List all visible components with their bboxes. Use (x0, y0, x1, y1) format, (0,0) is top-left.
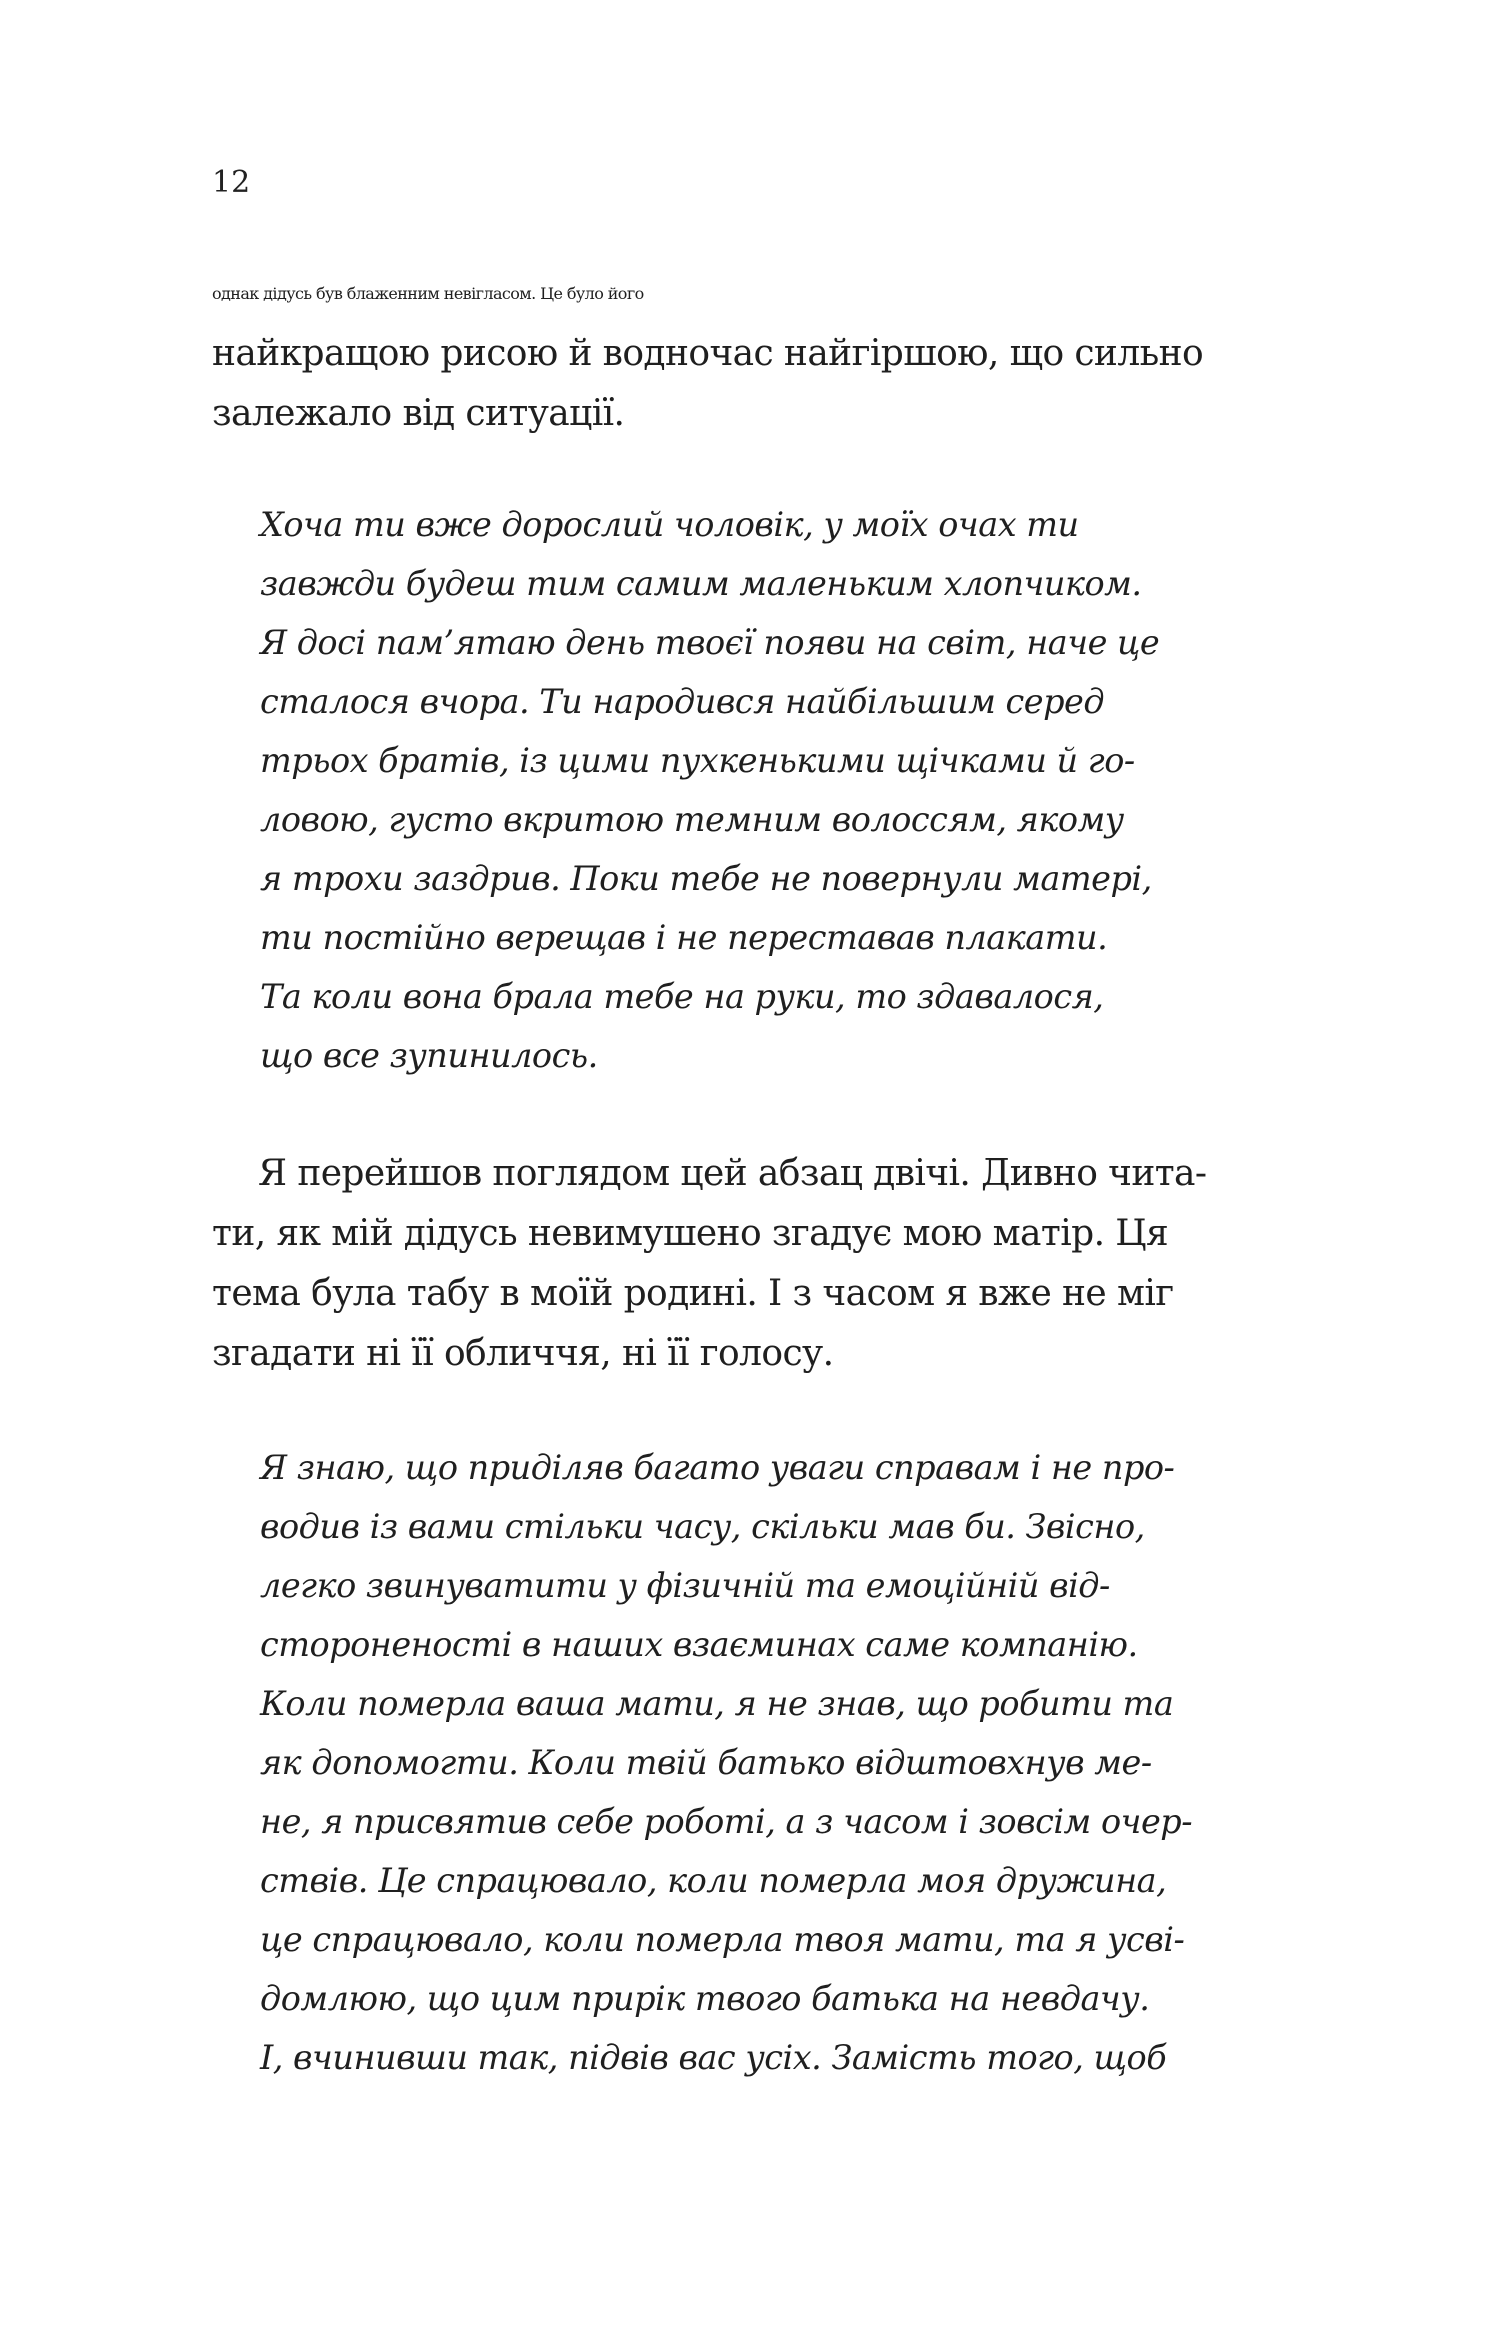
quote-2-line: легко звинуватити у фізичній та емоційній від- (260, 1566, 1110, 1605)
paragraph-2-line: ти, як мій дідусь невимушено згадує мою матір. Ця (212, 1213, 1169, 1254)
quote-1-line: ловою, густо вкритою темним волоссям, якому (260, 800, 1124, 839)
quote-2-line: ствів. Це спрацювало, коли померла моя дружина, (260, 1861, 1167, 1900)
paragraph-1-line: однак дідусь був блаженним невігласом. Це було його (212, 284, 644, 303)
quote-2-line: І, вчинивши так, підвів вас усіх. Замість того, щоб (260, 2038, 1167, 2077)
quote-2-line: Я знаю, що приділяв багато уваги справам і не про- (260, 1448, 1175, 1487)
paragraph-2-line: Я перейшов поглядом цей абзац двічі. Дивно чита- (258, 1153, 1207, 1194)
quote-2-line: не, я присвятив себе роботі, а з часом і зовсім очер- (260, 1802, 1193, 1841)
quote-2-line: домлюю, що цим прирік твого батька на невдачу. (260, 1979, 1150, 2018)
quote-1-line: що все зупинилось. (260, 1036, 598, 1075)
paragraph-1-line: залежало від ситуації. (212, 393, 625, 434)
paragraph-2-line: тема була табу в моїй родині. І з часом я вже не міг (212, 1273, 1174, 1314)
quote-1-line: трьох братів, із цими пухкенькими щічками й го- (260, 741, 1135, 780)
quote-1-line: ти постійно верещав і не переставав плакати. (260, 918, 1108, 957)
quote-2-line: Коли померла ваша мати, я не знав, що робити та (260, 1684, 1174, 1723)
quote-1-line: я трохи заздрив. Поки тебе не повернули матері, (260, 859, 1152, 898)
quote-2-line: водив із вами стільки часу, скільки мав би. Звісно, (260, 1507, 1145, 1546)
quote-1-line: завжди будеш тим самим маленьким хлопчиком. (260, 564, 1142, 603)
quote-2-line: як допомогти. Коли твій батько відштовхнув ме- (260, 1743, 1152, 1782)
quote-1-line: Хоча ти вже дорослий чоловік, у моїх очах ти (260, 505, 1079, 544)
paragraph-1-line: найкращою рисою й водночас найгіршою, що сильно (212, 333, 1204, 374)
quote-1-line: сталося вчора. Ти народився найбільшим серед (260, 682, 1105, 721)
quote-1-line: Я досі пам’ятаю день твоєї появи на світ, наче це (260, 623, 1160, 662)
page-number: 12 (212, 165, 251, 200)
quote-1-line: Та коли вона брала тебе на руки, то здавалося, (260, 977, 1104, 1016)
quote-2-line: це спрацювало, коли померла твоя мати, та я усві- (260, 1920, 1185, 1959)
quote-2-line: стороненості в наших взаєминах саме компанію. (260, 1625, 1138, 1664)
paragraph-2-line: згадати ні її обличчя, ні її голосу. (212, 1333, 834, 1374)
